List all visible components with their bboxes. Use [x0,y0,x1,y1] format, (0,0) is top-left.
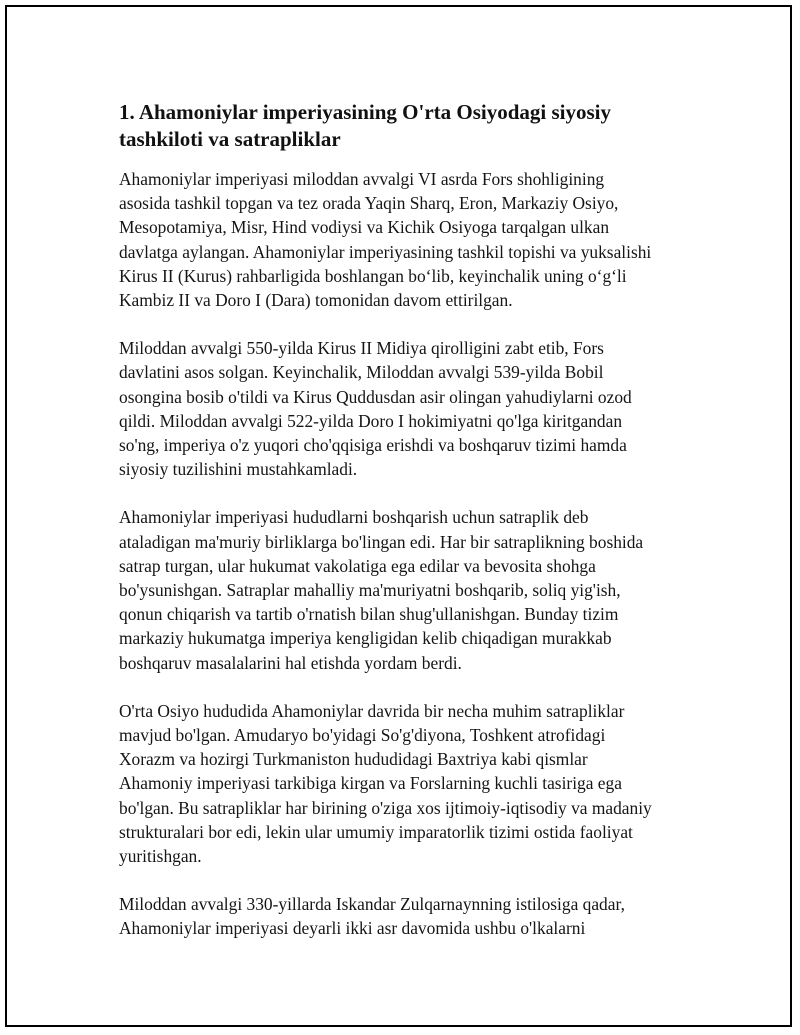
document-content [119,99,699,965]
text-line: davlatga aylangan. Ahamoniylar imperiyasining tashkil topishi va yuksalishi [119,241,652,262]
text-line: O'rta Osiyo hududida Ahamoniylar davrida bir necha muhim satrapliklar [119,700,625,721]
text-line: Miloddan avvalgi 550-yilda Kirus II Midiya qirolligini zabt etib, Fors [119,338,604,359]
text-line: Mesopotamiya, Misr, Hind vodiysi va Kichik Osiyoga tarqalgan ulkan [119,217,610,238]
text-line: ataladigan ma'muriy birliklarga bo'lingan edi. Har bir satraplikning boshida [119,531,644,552]
text-line: Kambiz II va Doro I (Dara) tomonidan davom ettirilgan. [119,290,513,311]
text-line: satrap turgan, ular hukumat vakolatiga ega edilar va bevosita shohga [119,555,596,576]
text-line: Ahamoniylar imperiyasi miloddan avvalgi VI asrda Fors shohligining [119,169,605,189]
text-line: asosida tashkil topgan va tez orada Yaqin Sharq, Eron, Markaziy Osiyo, [119,193,619,214]
text-line: bo'lgan. Bu satrapliklar har birining o'ziga xos ijtimoiy-iqtisodiy va madaniy [119,797,652,818]
text-line: Ahamoniylar imperiyasi deyarli ikki asr davomida ushbu o'lkalarni [119,918,586,939]
paragraph-4 [119,699,699,868]
text-line: qildi. Miloddan avvalgi 522-yilda Doro I hokimiyatni qo'lga kiritgandan [119,410,623,431]
text-line: Ahamoniy imperiyasi tarkibiga kirgan va Forslarning kuchli tasiriga ega [119,773,622,794]
paragraph-1 [119,167,699,312]
title-line: 1. Ahamoniylar imperiyasining O'rta Osiyodagi siyosiy [119,100,612,124]
text-line: siyosiy tuzilishini mustahkamladi. [119,459,358,480]
paragraph-3 [119,505,699,674]
text-line: bo'ysunishgan. Satraplar mahalliy ma'muriyatni boshqarib, soliq yig'ish, [119,580,621,601]
text-line: boshqaruv masalalarini hal etishda yordam berdi. [119,652,462,673]
paragraph-2 [119,336,699,481]
text-line: Ahamoniylar imperiyasi hududlarni boshqarish uchun satraplik deb [119,507,589,528]
text-line: Kirus II (Kurus) rahbarligida boshlangan bo‘lib, keyinchalik uning o‘g‘li [119,265,627,286]
document-page [5,5,792,1027]
section-title [119,99,699,153]
text-line: yuritishgan. [119,846,202,867]
text-line: osongina bosib o'tildi va Kirus Quddusdan asir olingan yahudiylarni ozod [119,386,632,407]
text-line: Miloddan avvalgi 330-yillarda Iskandar Zulqarnaynning istilosiga qadar, [119,894,625,915]
title-line: tashkiloti va satrapliklar [119,127,341,151]
text-line: strukturalari bor edi, lekin ular umumiy imparatorlik tizimi ostida faoliyat [119,821,633,842]
text-line: markaziy hukumatga imperiya kengligidan kelib chiqadigan murakkab [119,628,612,649]
paragraph-5 [119,892,699,940]
text-line: so'ng, imperiya o'z yuqori cho'qqisiga erishdi va boshqaruv tizimi hamda [119,435,627,456]
text-line: qonun chiqarish va tartib o'rnatish bilan shug'ullanishgan. Bunday tizim [119,604,619,625]
text-line: Xorazm va hozirgi Turkmaniston hududidagi Baxtriya kabi qismlar [119,749,588,770]
text-line: mavjud bo'lgan. Amudaryo bo'yidagi So'g'diyona, Toshkent atrofidagi [119,725,606,746]
text-line: davlatini asos solgan. Keyinchalik, Miloddan avvalgi 539-yilda Bobil [119,362,604,383]
